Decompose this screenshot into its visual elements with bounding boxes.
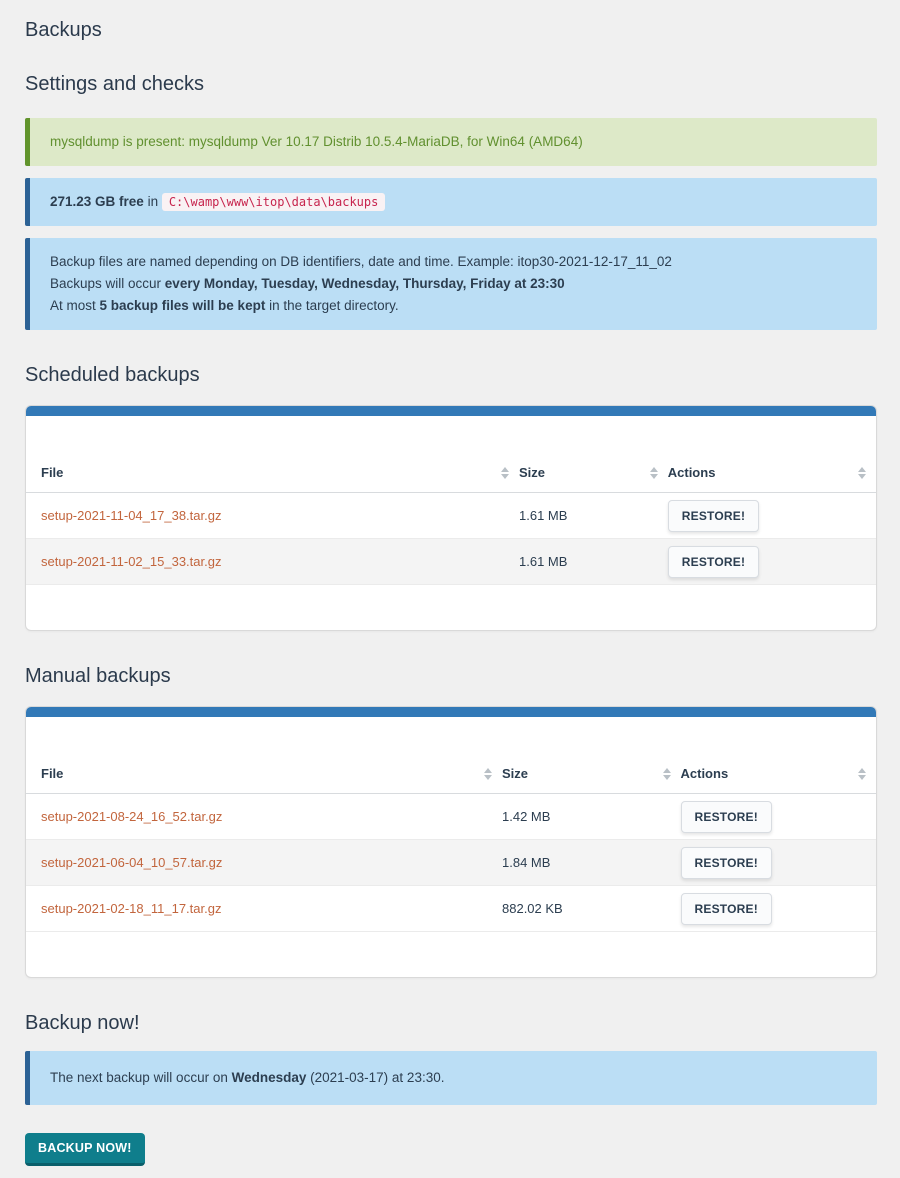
next-backup-day: Wednesday: [231, 1070, 307, 1085]
section-manual-backups: [25, 664, 877, 978]
scheduled-backups-heading: Scheduled backups: [25, 364, 200, 386]
table-header-row: [26, 762, 876, 794]
column-label: Actions: [667, 465, 716, 480]
info-line-schedule-days: every Monday, Tuesday, Wednesday, Thursday, Friday at 23:30: [164, 276, 565, 291]
column-header-size[interactable]: [502, 762, 681, 794]
sort-icon[interactable]: [650, 467, 658, 479]
sort-icon[interactable]: [484, 768, 492, 780]
backup-now-button[interactable]: BACKUP NOW!: [25, 1133, 145, 1166]
backup-size: 1.84 MB: [502, 840, 681, 886]
next-backup-alert: [25, 1051, 877, 1105]
panel-accent-bar: [26, 707, 876, 717]
backup-size: 882.02 KB: [502, 886, 681, 932]
panel-footer: [26, 932, 876, 977]
section-backup-now: [25, 1011, 877, 1166]
section-settings: [25, 72, 877, 330]
settings-heading: Settings and checks: [25, 73, 204, 95]
column-header-file[interactable]: [26, 461, 519, 493]
backup-size: 1.61 MB: [519, 493, 668, 539]
restore-button[interactable]: RESTORE!: [681, 801, 772, 833]
manual-backups-heading: Manual backups: [25, 665, 171, 687]
manual-backups-table: [26, 762, 876, 932]
scheduled-backups-panel: [25, 405, 877, 631]
backup-file-link[interactable]: setup-2021-06-04_10_57.tar.gz: [41, 855, 223, 870]
info-line-schedule: [50, 273, 857, 295]
backup-file-link[interactable]: setup-2021-08-24_16_52.tar.gz: [41, 809, 223, 824]
info-line-retention-post: in the target directory.: [265, 298, 399, 313]
sort-icon[interactable]: [663, 768, 671, 780]
info-line-schedule-text: Backups will occur: [50, 276, 165, 291]
free-space-value: 271.23 GB free: [50, 194, 144, 209]
column-label: File: [41, 766, 64, 781]
table-row: [26, 493, 876, 539]
disk-alert-text: in: [143, 194, 162, 209]
table-row: [26, 840, 876, 886]
restore-button[interactable]: RESTORE!: [681, 893, 772, 925]
backup-path: C:\wamp\www\itop\data\backups: [162, 193, 386, 211]
column-label: Size: [502, 766, 529, 781]
column-label: Size: [519, 465, 546, 480]
next-backup-post: (2021-03-17) at 23:30.: [306, 1070, 445, 1085]
disk-space-alert: [25, 178, 877, 226]
column-label: Actions: [680, 766, 729, 781]
backup-schedule-info-alert: [25, 238, 877, 330]
table-header-row: [26, 461, 876, 493]
manual-backups-panel: [25, 706, 877, 978]
section-scheduled-backups: [25, 363, 877, 631]
column-header-file[interactable]: [26, 762, 502, 794]
table-row: [26, 794, 876, 840]
table-row: [26, 886, 876, 932]
panel-footer: [26, 585, 876, 630]
column-label: File: [41, 465, 64, 480]
backup-size: 1.42 MB: [502, 794, 681, 840]
backup-file-link[interactable]: setup-2021-11-04_17_38.tar.gz: [41, 508, 222, 523]
panel-toolbar: [26, 717, 876, 762]
info-line-retention-pre: At most: [50, 298, 100, 313]
backup-file-link[interactable]: setup-2021-11-02_15_33.tar.gz: [41, 554, 222, 569]
info-line-naming-text: Backup files are named depending on DB identifiers, date and time. Example: itop30-2021-12-17_11_02: [50, 254, 672, 269]
info-line-retention-count: 5 backup files will be kept: [99, 298, 266, 313]
backup-size: 1.61 MB: [519, 539, 668, 585]
sort-icon[interactable]: [858, 467, 866, 479]
backup-file-link[interactable]: setup-2021-02-18_11_17.tar.gz: [41, 901, 222, 916]
sort-icon[interactable]: [858, 768, 866, 780]
table-row: [26, 539, 876, 585]
column-header-actions[interactable]: [668, 461, 876, 493]
info-line-naming: [50, 251, 857, 273]
restore-button[interactable]: RESTORE!: [681, 847, 772, 879]
next-backup-pre: The next backup will occur on: [50, 1070, 232, 1085]
scheduled-backups-table: [26, 461, 876, 585]
backup-now-heading: Backup now!: [25, 1012, 140, 1034]
panel-toolbar: [26, 416, 876, 461]
column-header-actions[interactable]: [681, 762, 877, 794]
restore-button[interactable]: RESTORE!: [668, 546, 759, 578]
sort-icon[interactable]: [501, 467, 509, 479]
mysqldump-status-text: mysqldump is present: mysqldump Ver 10.17 Distrib 10.5.4-MariaDB, for Win64 (AMD64): [50, 134, 583, 149]
page-title: Backups: [25, 19, 102, 41]
column-header-size[interactable]: [519, 461, 668, 493]
panel-accent-bar: [26, 406, 876, 416]
mysqldump-status-alert: [25, 118, 877, 166]
info-line-retention: [50, 295, 857, 317]
restore-button[interactable]: RESTORE!: [668, 500, 759, 532]
